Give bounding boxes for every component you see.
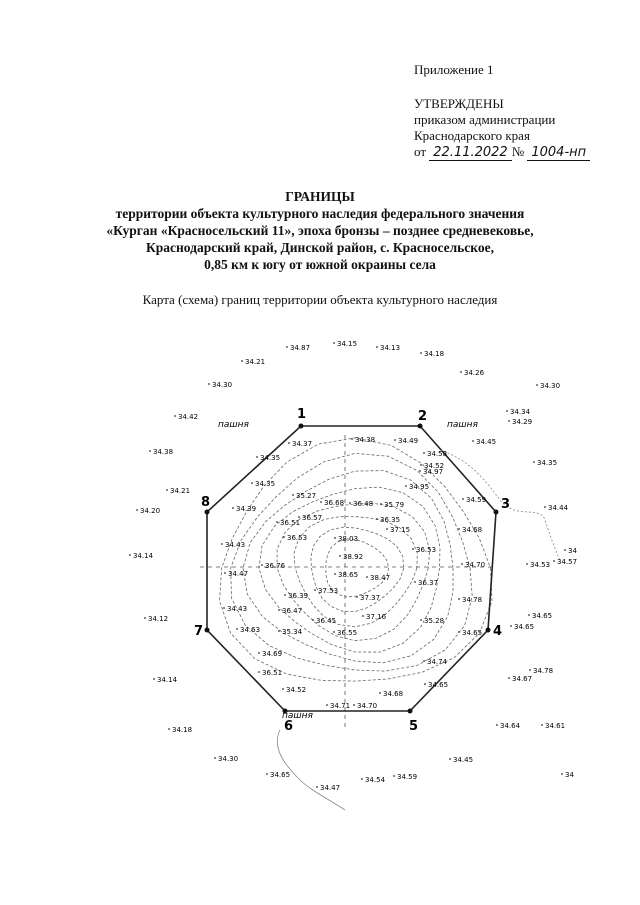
elevation-label: 34.52 xyxy=(424,462,445,470)
elevation-label: 34.45 xyxy=(453,756,474,764)
elevation-label: 34.38 xyxy=(153,448,174,456)
elevation-point xyxy=(376,518,378,520)
elevation-point xyxy=(224,572,226,574)
elevation-point xyxy=(258,652,260,654)
elevation-point xyxy=(386,528,388,530)
elevation-point xyxy=(553,560,555,562)
elevation-label: 36.45 xyxy=(316,617,337,625)
elevation-label: 34.65 xyxy=(532,612,553,620)
elevation-point xyxy=(461,563,463,565)
elevation-label: 34.39 xyxy=(236,505,257,513)
elevation-point xyxy=(528,614,530,616)
elevation-point xyxy=(166,489,168,491)
elevation-label: 34.64 xyxy=(500,722,521,730)
elevation-point xyxy=(261,564,263,566)
elevation-label: 34.37 xyxy=(292,440,313,448)
elevation-point xyxy=(333,342,335,344)
elevation-point xyxy=(223,607,225,609)
elevation-point xyxy=(334,573,336,575)
elevation-point xyxy=(284,594,286,596)
elevation-label: 34.34 xyxy=(510,408,531,416)
elevation-label: 34.78 xyxy=(462,596,483,604)
elevation-label: 35.27 xyxy=(296,492,317,500)
elevation-label: 34.65 xyxy=(514,623,535,631)
vertex-point-4 xyxy=(486,628,491,633)
elevation-label: 34.59 xyxy=(466,496,487,504)
elevation-point xyxy=(412,548,414,550)
title-line-3: Краснодарский край, Динской район, с. Красносельское, xyxy=(145,240,495,255)
elevation-point xyxy=(361,778,363,780)
elevation-label: 36.47 xyxy=(282,607,303,615)
elevation-point xyxy=(376,346,378,348)
elevation-label: 34.71 xyxy=(330,702,351,710)
elevation-label: 37.37 xyxy=(360,594,381,602)
field-label-nw: пашня xyxy=(218,420,249,430)
elevation-point xyxy=(258,671,260,673)
elevation-point xyxy=(278,630,280,632)
title-line-1: территории объекта культурного наследия федерального значения xyxy=(115,206,525,221)
elevation-point xyxy=(256,456,258,458)
elevation-label: 36.48 xyxy=(353,500,374,508)
elevation-point xyxy=(536,384,538,386)
map-subtitle: Карта (схема) границ территории объекта культурного наследия xyxy=(142,292,498,307)
elevation-label: 34.35 xyxy=(255,480,276,488)
elevation-label: 34.42 xyxy=(178,413,199,421)
elevation-label: 34.47 xyxy=(228,570,249,578)
elevation-point xyxy=(379,692,381,694)
elevation-label: 36.53 xyxy=(416,546,437,554)
elevation-point xyxy=(320,501,322,503)
elevation-label: 36.35 xyxy=(380,516,401,524)
elevation-point xyxy=(136,509,138,511)
elevation-label: 34.74 xyxy=(427,658,448,666)
path-line-south xyxy=(277,730,345,810)
elevation-point xyxy=(174,415,176,417)
elevation-label: 34.95 xyxy=(409,483,430,491)
elevation-label: 37.15 xyxy=(390,526,411,534)
elevation-point xyxy=(282,688,284,690)
elevation-label: 34.65 xyxy=(428,681,449,689)
elevation-point xyxy=(544,506,546,508)
vertex-label-4: 4 xyxy=(493,624,503,639)
field-label-ne: пашня xyxy=(447,420,478,430)
elevation-point xyxy=(506,410,508,412)
elevation-point xyxy=(241,360,243,362)
vertex-label-3: 3 xyxy=(501,497,511,512)
date-number-line xyxy=(414,144,590,161)
elevation-point xyxy=(564,549,566,551)
elevation-label: 34.57 xyxy=(557,558,578,566)
elevation-label: 35.79 xyxy=(384,501,405,509)
elevation-label: 34.26 xyxy=(464,369,485,377)
vertex-label-7: 7 xyxy=(194,624,204,639)
elevation-label: 34.43 xyxy=(227,605,248,613)
elevation-label: 36.68 xyxy=(324,499,345,507)
elevation-label: 37.53 xyxy=(318,587,339,595)
elevation-label: 34.52 xyxy=(286,686,307,694)
elevation-label: 34.59 xyxy=(397,773,418,781)
elevation-point xyxy=(333,631,335,633)
elevation-label: 34.69 xyxy=(262,650,283,658)
elevation-label: 34.67 xyxy=(512,675,533,683)
elevation-label: 34.30 xyxy=(540,382,561,390)
region-line: Краснодарского края xyxy=(414,128,530,143)
elevation-point xyxy=(334,537,336,539)
elevation-point xyxy=(472,440,474,442)
order-date: 22.11.2022 xyxy=(429,145,511,161)
elevation-point xyxy=(533,461,535,463)
elevation-point xyxy=(283,536,285,538)
elevation-label: 34.65 xyxy=(462,629,483,637)
elevation-label: 36.39 xyxy=(288,592,309,600)
elevation-label: 34 xyxy=(568,547,577,555)
number-sign: № xyxy=(511,144,525,159)
elevation-label: 34.70 xyxy=(465,561,486,569)
title-line-2: «Курган «Красносельский 11», эпоха бронзы – позднее средневековье, xyxy=(106,223,534,238)
elevation-point xyxy=(356,596,358,598)
document-title xyxy=(0,188,640,273)
elevation-label: 34.70 xyxy=(357,702,378,710)
elevation-label: 34.18 xyxy=(424,350,445,358)
elevation-label: 34.35 xyxy=(260,454,281,462)
elevation-label: 34.35 xyxy=(537,459,558,467)
approved-label: УТВЕРЖДЕНЫ xyxy=(414,96,504,111)
elevation-point xyxy=(420,619,422,621)
vertex-point-3 xyxy=(494,510,499,515)
elevation-point xyxy=(292,494,294,496)
elevation-label: 34.21 xyxy=(245,358,266,366)
elevation-point xyxy=(458,631,460,633)
elevation-label: 36.53 xyxy=(287,534,308,542)
order-line: приказом администрации xyxy=(414,112,556,127)
elevation-label: 35.28 xyxy=(424,617,445,625)
vertex-label-5: 5 xyxy=(409,719,419,734)
elevation-label: 34.21 xyxy=(170,487,191,495)
elevation-point xyxy=(510,625,512,627)
elevation-label: 34.30 xyxy=(212,381,233,389)
elevation-label: 36.55 xyxy=(337,629,358,637)
elevation-point xyxy=(526,563,528,565)
elevation-label: 34.43 xyxy=(225,541,246,549)
outer-elevations xyxy=(129,340,577,792)
elevation-point xyxy=(214,757,216,759)
elevation-point xyxy=(314,589,316,591)
elevation-label: 34.12 xyxy=(148,615,169,623)
elevation-label: 34.14 xyxy=(157,676,178,684)
vertex-point-7 xyxy=(205,628,210,633)
elevation-label: 36.51 xyxy=(262,669,283,677)
title-heading: ГРАНИЦЫ xyxy=(285,189,355,204)
elevation-label: 37.16 xyxy=(366,613,387,621)
elevation-label: 38.47 xyxy=(370,574,391,582)
vertex-label-1: 1 xyxy=(297,407,307,422)
elevation-label: 34.97 xyxy=(423,468,444,476)
elevation-point xyxy=(168,728,170,730)
elevation-point xyxy=(144,617,146,619)
elevation-label: 34.13 xyxy=(380,344,401,352)
order-number: 1004-нп xyxy=(527,145,590,161)
elevation-point xyxy=(129,554,131,556)
elevation-point xyxy=(208,383,210,385)
elevation-point xyxy=(236,628,238,630)
elevation-label: 34.38 xyxy=(355,436,376,444)
elevation-point xyxy=(541,724,543,726)
vertex-point-2 xyxy=(418,424,423,429)
elevation-point xyxy=(414,581,416,583)
vertex-point-5 xyxy=(408,709,413,714)
field-label-s: пашня xyxy=(282,711,313,721)
elevation-label: 34.49 xyxy=(398,437,419,445)
elevation-point xyxy=(298,516,300,518)
elevation-label: 34.63 xyxy=(240,626,261,634)
approval-block xyxy=(414,62,590,161)
elevation-point xyxy=(449,758,451,760)
elevation-label: 34.65 xyxy=(270,771,291,779)
elevation-point xyxy=(288,442,290,444)
elevation-point xyxy=(266,773,268,775)
title-line-4: 0,85 км к югу от южной окраины села xyxy=(204,257,436,272)
elevation-label: 38.92 xyxy=(343,553,364,561)
elevation-label: 36.51 xyxy=(280,519,301,527)
elevation-point xyxy=(221,543,223,545)
vertex-point-1 xyxy=(299,424,304,429)
elevation-label: 36.76 xyxy=(265,562,286,570)
vertex-label-8: 8 xyxy=(201,495,211,510)
elevation-point xyxy=(458,528,460,530)
elevation-label: 34.18 xyxy=(172,726,193,734)
elevation-point xyxy=(561,773,563,775)
elevation-label: 34.29 xyxy=(512,418,533,426)
vertex-point-8 xyxy=(205,510,210,515)
elevation-label: 34.47 xyxy=(320,784,341,792)
elevation-point xyxy=(496,724,498,726)
elevation-label: 34.58 xyxy=(427,450,448,458)
elevation-point xyxy=(366,576,368,578)
elevation-point xyxy=(405,485,407,487)
elevation-point xyxy=(286,346,288,348)
elevation-point xyxy=(232,507,234,509)
elevation-label: 38.65 xyxy=(338,571,359,579)
elevation-point xyxy=(394,439,396,441)
elevation-point xyxy=(458,598,460,600)
vertex-label-2: 2 xyxy=(418,409,428,424)
date-prefix: от xyxy=(414,144,427,159)
elevation-point xyxy=(339,555,341,557)
elevation-point xyxy=(251,482,253,484)
elevation-point xyxy=(316,786,318,788)
elevation-point xyxy=(423,660,425,662)
elevation-point xyxy=(419,470,421,472)
elevation-point xyxy=(349,502,351,504)
elevation-label: 34.87 xyxy=(290,344,311,352)
elevation-label: 34.44 xyxy=(548,504,569,512)
elevation-point xyxy=(278,609,280,611)
elevation-point xyxy=(393,775,395,777)
elevation-point xyxy=(423,452,425,454)
elevation-point xyxy=(508,677,510,679)
elevation-label: 38.03 xyxy=(338,535,359,543)
elevation-label: 34.20 xyxy=(140,507,161,515)
elevation-point xyxy=(420,464,422,466)
elevation-point xyxy=(149,450,151,452)
elevation-label: 34.53 xyxy=(530,561,551,569)
elevation-point xyxy=(362,615,364,617)
elevation-label: 34.68 xyxy=(462,526,483,534)
boundary-map xyxy=(0,330,640,830)
elevation-point xyxy=(424,683,426,685)
elevation-point xyxy=(276,521,278,523)
elevation-point xyxy=(460,371,462,373)
elevation-label: 34.68 xyxy=(383,690,404,698)
elevation-label: 34.45 xyxy=(476,438,497,446)
elevation-point xyxy=(351,438,353,440)
vertex-label-6: 6 xyxy=(284,719,294,734)
elevation-label: 34.61 xyxy=(545,722,566,730)
elevation-point xyxy=(312,619,314,621)
elevation-label: 34.14 xyxy=(133,552,154,560)
elevation-point xyxy=(462,498,464,500)
elevation-label: 35.34 xyxy=(282,628,303,636)
elevation-label: 34.15 xyxy=(337,340,358,348)
elevation-point xyxy=(508,420,510,422)
elevation-label: 36.37 xyxy=(418,579,439,587)
elevation-label: 34 xyxy=(565,771,574,779)
appendix-label: Приложение 1 xyxy=(414,62,494,77)
elevation-label: 34.78 xyxy=(533,667,554,675)
elevation-point xyxy=(353,704,355,706)
elevation-label: 34.54 xyxy=(365,776,386,784)
elevation-label: 34.30 xyxy=(218,755,239,763)
elevation-point xyxy=(153,678,155,680)
elevation-point xyxy=(529,669,531,671)
elevation-point xyxy=(420,352,422,354)
elevation-point xyxy=(380,503,382,505)
elevation-point xyxy=(326,704,328,706)
elevation-label: 36.57 xyxy=(302,514,323,522)
